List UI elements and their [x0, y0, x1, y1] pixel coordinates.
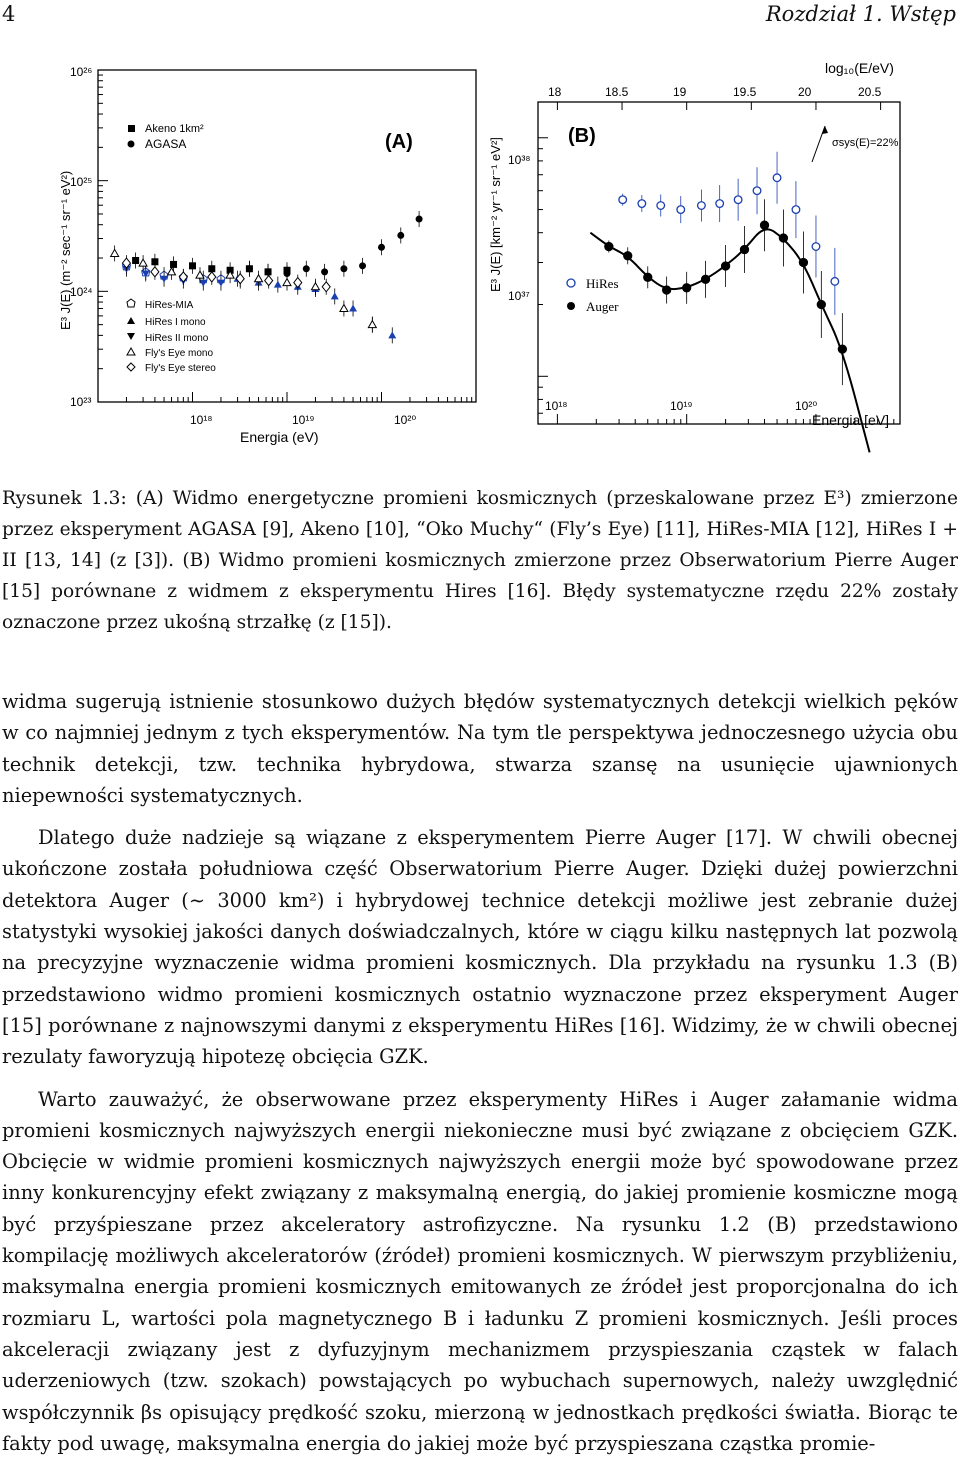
b-point-hires — [792, 206, 800, 214]
b-xlabel: Energia [eV] — [812, 412, 890, 428]
a-ytick-3: 10²⁴ — [70, 285, 93, 299]
figure-svg — [0, 40, 960, 460]
a-point-fly-s-eye-mono — [283, 279, 291, 286]
b-point-auger — [605, 243, 613, 251]
legend-hires-i: HiRes I mono — [145, 317, 206, 328]
legend-auger: Auger — [586, 299, 619, 314]
page-number: 4 — [2, 2, 16, 26]
akeno-legend-marker — [128, 125, 135, 132]
b-point-auger — [838, 345, 846, 353]
b-toptick-2: 18.5 — [605, 85, 629, 99]
paragraph-3: Warto zauważyć, że obserwowane przez eksperymenty HiRes i Auger załamanie widma promieni kosmicznych najwyższych energii niekonieczne musi być związane z obcięciem GZK. Obcięcie w widmie promieni kosmicznych najwyższych energii może być spowodowane przez inny konkurencyjny efekt związany z maksymalną energią, do jakiej promienie kosmiczne mogą być przyśpieszane przez akceleratory astrofizyczne. Na rysunku 1.2 (B) przedstawiono kompilację możliwych akceleratorów (źródeł) promieni kosmicznych. W pierwszym przybliżeniu, maksymalna energia promieni kosmicznych emitowanych ze źródeł jest proporcjonalna do ich rozmiaru L, wartości pola magnetycznego B i ładunku Z promieni kosmicznych. Jeśli proces akceleracji związany jest z dyfuzyjnym mechanizmem przyspieszania cząstek w falach uderzeniowych (tzw. szokach) powstających po wybuchach supernowych, należy uwzględnić współczynnik βs opisujący prędkość szoku, mierzoną w jednostkach prędkości światła. Biorąc te fakty pod uwagę, maksymalna energia do jakiej może być przyspieszana cząstka promie- — [2, 1087, 958, 1455]
paragraph-2: Dlatego duże nadzieje są wiązane z eksperymentem Pierre Auger [17]. W chwili obecnej ukończone została południowa część Obserwatorium Pierre Auger. Dzięki dużej powierzchni detektora Auger (∼ 3000 km²) i hybrydowej technice detekcji możliwe jest zebranie dużej statystyki wysokiej jakości danych doświadczalnych, które w ciągu kilku następnych lat pozwolą na precyzyjne wyznaczenie widma promieni kosmicznych. Dla przykładu na rysunku 1.3 (B) przedstawiono widmo promieni kosmicznych ostatnio wyznaczone przez eksperyment Auger [15] porównane z najnowszymi danymi z eksperymentu HiRes [16]. Widzimy, że w chwili obecnej rezulaty faworyzują hipotezę obcięcia GZK. — [2, 826, 958, 1069]
a-point-fly-s-eye-mono — [311, 283, 319, 290]
b-point-hires — [831, 278, 839, 286]
a-point-agasa — [359, 262, 366, 269]
a-point-hires-i-mono — [349, 304, 357, 311]
legend-marker-hires-ii — [127, 333, 135, 340]
panel-a-legend-markers — [127, 299, 135, 371]
panel-b-points — [605, 152, 847, 385]
chapter-title: Rozdział 1. Wstęp — [765, 2, 956, 26]
a-point-agasa — [397, 232, 404, 239]
a-point-fly-s-eye-mono — [340, 304, 348, 311]
b-point-auger — [817, 300, 825, 308]
b-toptick-6: 20.5 — [858, 85, 882, 99]
b-point-hires — [698, 202, 706, 210]
legend-marker-flys-stereo — [127, 363, 135, 371]
b-point-hires — [812, 243, 820, 251]
legend-hires-marker — [567, 279, 575, 287]
a-point-fly-s-eye-mono — [368, 321, 376, 328]
a-point-agasa — [321, 268, 328, 275]
a-point-agasa — [416, 216, 423, 223]
b-point-auger — [644, 273, 652, 281]
b-point-auger — [722, 262, 730, 270]
a-point-hires-i-mono — [388, 331, 396, 338]
b-point-auger — [799, 258, 807, 266]
b-point-auger — [683, 284, 691, 292]
agasa-legend-marker — [128, 141, 135, 148]
panel-b-frame — [538, 102, 900, 424]
legend-hires-mia: HiRes-MIA — [145, 300, 194, 311]
a-point-agasa — [340, 265, 347, 272]
a-point-hires-i-mono — [331, 292, 339, 299]
b-point-hires — [753, 187, 761, 195]
a-point-fly-s-eye-mono — [168, 268, 176, 275]
a-point-fly-s-eye-mono — [255, 275, 263, 282]
a-point-agasa — [378, 244, 385, 251]
b-point-auger — [740, 246, 748, 254]
legend-auger-marker — [567, 302, 575, 310]
a-point-fly-s-eye-mono — [111, 249, 119, 256]
a-xtick-2: 10¹⁹ — [292, 413, 315, 427]
legend-flys-stereo: Fly's Eye stereo — [145, 363, 216, 374]
a-xlabel: Energia (eV) — [240, 429, 319, 445]
legend-agasa: AGASA — [145, 137, 187, 151]
legend-marker-hires-i — [127, 317, 135, 324]
b-point-hires — [734, 196, 742, 204]
b-toptick-5: 20 — [798, 85, 812, 99]
legend-akeno: Akeno 1km² — [145, 123, 204, 135]
panel-a — [58, 65, 476, 445]
b-panel-label: (B) — [568, 125, 596, 147]
figure — [0, 40, 960, 460]
b-point-auger — [779, 234, 787, 242]
b-point-auger — [663, 286, 671, 294]
b-sys-label: σsys(E)=22% — [832, 137, 899, 149]
b-point-auger — [624, 252, 632, 260]
a-point-agasa — [303, 265, 310, 272]
b-xtick-3: 10²⁰ — [795, 399, 818, 413]
legend-hires-ii: HiRes II mono — [145, 333, 209, 344]
b-xtick-2: 10¹⁹ — [670, 399, 693, 413]
a-panel-label: (A) — [385, 131, 413, 153]
b-ytick-1: 10³⁸ — [508, 153, 531, 167]
legend-marker-hires-mia — [127, 299, 135, 307]
panel-b — [488, 60, 900, 452]
a-point-fly-s-eye-stereo — [208, 272, 216, 282]
body-text — [2, 686, 958, 1470]
b-point-auger — [702, 275, 710, 283]
sys-arrow-head — [822, 126, 828, 134]
a-point-akeno-1km- — [132, 257, 139, 264]
a-point-fly-s-eye-stereo — [322, 282, 330, 292]
b-xtick-1: 10¹⁸ — [545, 399, 568, 413]
panel-b-ticks — [538, 102, 894, 424]
legend-hires: HiRes — [586, 276, 619, 291]
paragraph-1: widma sugerują istnienie stosunkowo dużych błędów systematycznych detekcji wielkich pęków w co najmniej jednym z tych eksperymentów. Na tym tle perspektywa jednoczesnego użycia obu technik detekcji, tzw. technika hybrydowa, stwarza szansę na usunięcie ujawnionych niepewności systematycznych. — [2, 690, 958, 807]
a-point-agasa — [265, 268, 272, 275]
b-toptick-4: 19.5 — [733, 85, 757, 99]
b-point-hires — [716, 200, 724, 208]
a-point-fly-s-eye-stereo — [151, 267, 159, 277]
a-point-agasa — [246, 265, 253, 272]
b-ytick-2: 10³⁷ — [508, 289, 530, 303]
b-point-hires — [657, 202, 665, 210]
a-ylabel: E³ J(E) (m⁻² sec⁻¹ sr⁻¹ eV²) — [58, 170, 73, 330]
a-point-fly-s-eye-mono — [139, 259, 147, 266]
legend-marker-flys-mono — [127, 348, 135, 355]
b-point-hires — [638, 200, 646, 208]
b-point-hires — [677, 206, 685, 214]
a-point-hires-i-mono — [274, 281, 282, 288]
b-point-auger — [761, 221, 769, 229]
b-toptick-3: 19 — [673, 85, 687, 99]
b-point-hires — [619, 196, 627, 204]
figure-caption: Rysunek 1.3: (A) Widmo energetyczne promieni kosmicznych (przeskalowane przez E³) zmierzone przez eksperyment AGASA [9], Akeno [10], “Oko Muchy“ (Fly’s Eye) [11], HiRes-MIA [12], HiRes I + II [13, 14] (z [3]). (B) Widmo promieni kosmicznych zmierzone przez Obserwatorium Pierre Auger [15] porównane z widmem z eksperymentu Hires [16]. Błędy systematyczne rzędu 22% zostały oznaczone przez ukośną strzałkę (z [15]). — [2, 488, 958, 633]
a-ytick-1: 10²⁶ — [70, 65, 93, 79]
b-point-hires — [773, 174, 781, 182]
a-point-fly-s-eye-stereo — [265, 276, 273, 286]
a-ytick-2: 10²⁵ — [70, 175, 93, 189]
a-ytick-4: 10²³ — [70, 395, 92, 409]
b-toptick-1: 18 — [548, 85, 562, 99]
a-point-fly-s-eye-stereo — [294, 278, 302, 288]
legend-flys-mono: Fly's Eye mono — [145, 348, 214, 359]
b-ylabel: E³ J(E) [km⁻² yr⁻¹ sr⁻¹ eV²] — [488, 137, 503, 292]
page-header — [0, 2, 960, 32]
a-xtick-1: 10¹⁸ — [190, 413, 213, 427]
a-point-akeno-1km- — [170, 261, 177, 268]
a-point-akeno-1km- — [189, 262, 196, 269]
a-xtick-3: 10²⁰ — [394, 413, 417, 427]
b-top-axis-label: log₁₀(E/eV) — [825, 60, 894, 76]
